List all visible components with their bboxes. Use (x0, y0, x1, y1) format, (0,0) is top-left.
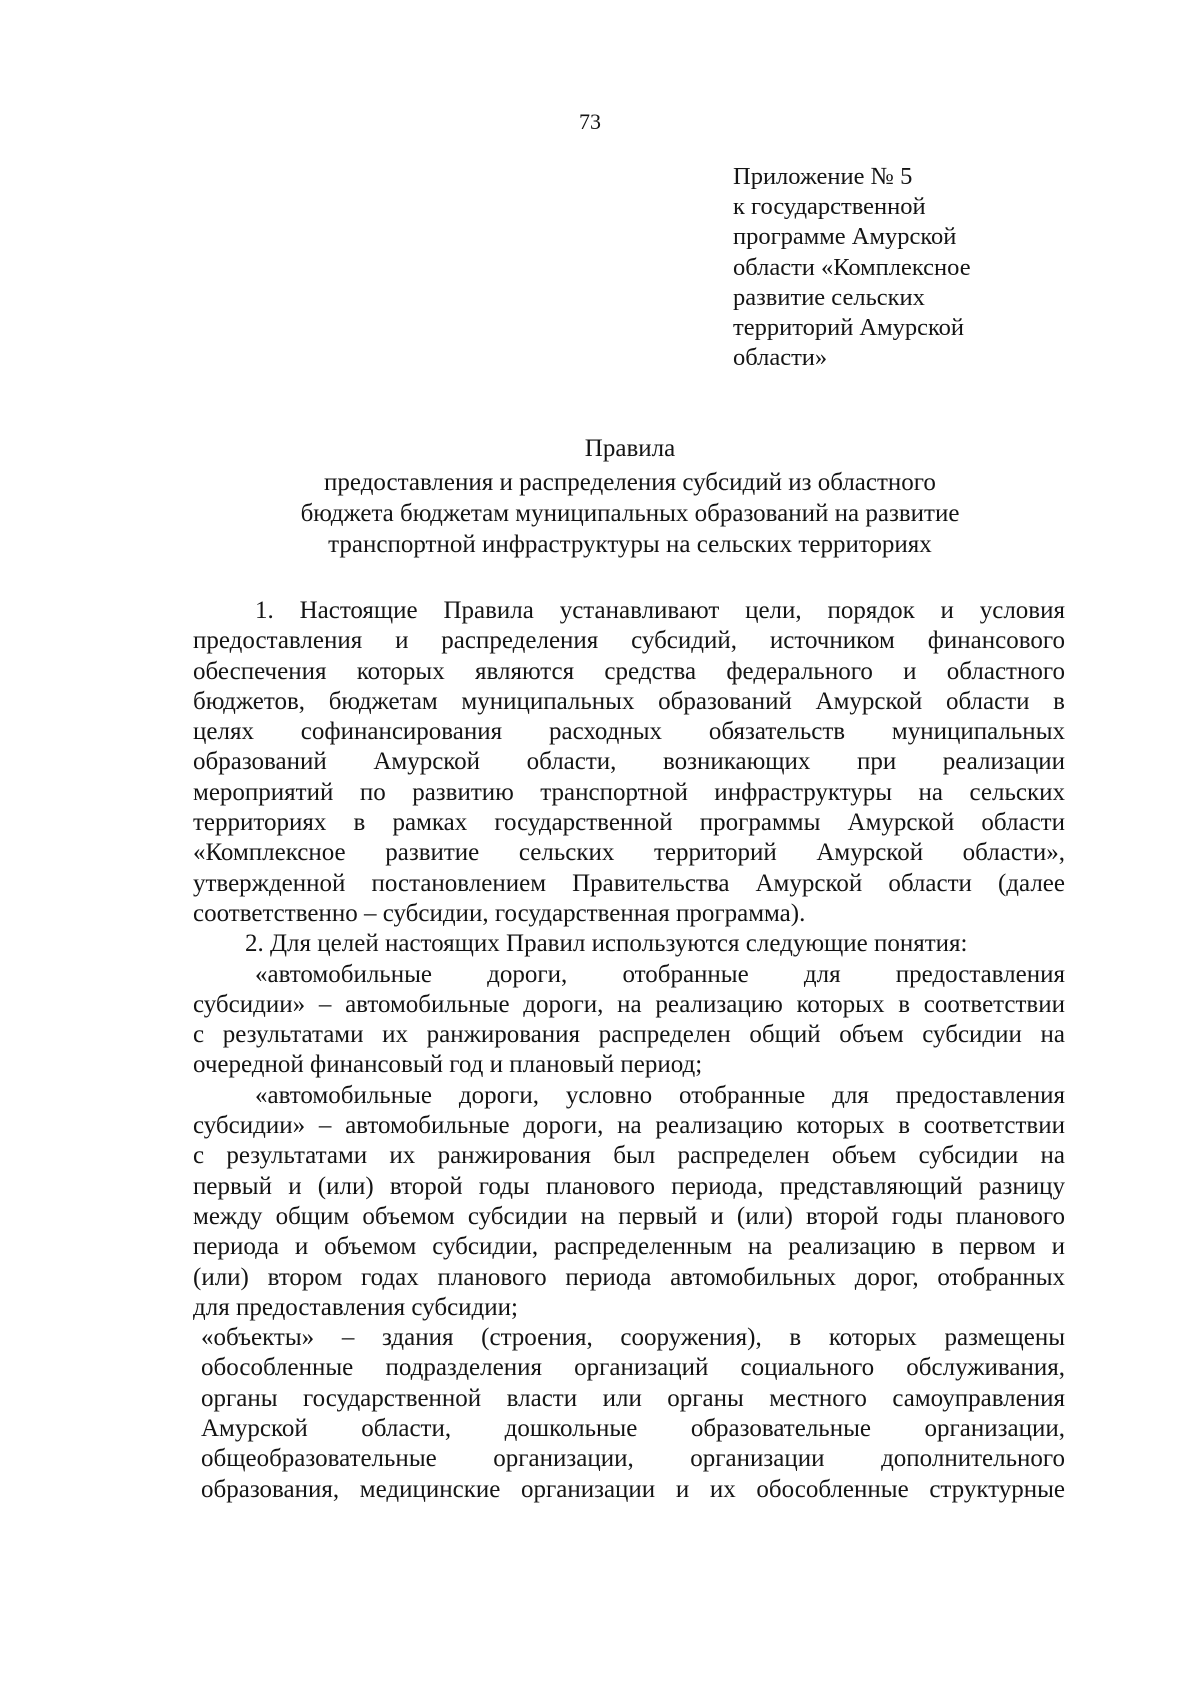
paragraph-line: периода и объемом субсидии, распределенным на реализацию в первом и (193, 1233, 1065, 1261)
appendix-line: области «Комплексное (733, 253, 971, 281)
paragraph-line: утвержденной постановлением Правительства Амурской области (далее (193, 869, 1065, 897)
paragraph-line: «объекты» – здания (строения, сооружения), в которых размещены (201, 1324, 1065, 1352)
appendix-line: к государственной (733, 193, 926, 221)
paragraph-line: мероприятий по развитию транспортной инфраструктуры на сельских (193, 778, 1065, 806)
paragraph-line: бюджетов, бюджетам муниципальных образований Амурской области в (193, 687, 1065, 715)
appendix-note (733, 162, 1063, 373)
paragraph-line: территориях в рамках государственной программы Амурской области (193, 809, 1065, 837)
appendix-line: территорий Амурской (733, 314, 965, 342)
title-subtitle-line: транспортной инфраструктуры на сельских территориях (328, 531, 932, 558)
paragraph-line: обеспечения которых являются средства федерального и областного (193, 657, 1065, 685)
paragraph-line: образования, медицинские организации и их обособленные структурные (201, 1475, 1065, 1503)
body-text (193, 596, 1065, 1505)
appendix-line: области» (733, 344, 828, 372)
paragraph-line: субсидии» – автомобильные дороги, на реализацию которых в соответствии (193, 1112, 1065, 1140)
paragraph-line: «автомобильные дороги, отобранные для предоставления (255, 960, 1065, 988)
paragraph-line: для предоставления субсидии; (193, 1293, 518, 1321)
paragraph-line: с результатами их ранжирования распределен общий объем субсидии на (193, 1021, 1065, 1049)
paragraph-line: (или) втором годах планового периода автомобильных дорог, отобранных (193, 1263, 1065, 1291)
appendix-line: Приложение № 5 (733, 163, 913, 190)
paragraph-line: целях софинансирования расходных обязательств муниципальных (193, 718, 1065, 746)
paragraph-line: очередной финансовый год и плановый период; (193, 1051, 703, 1079)
title-heading: Правила (584, 435, 676, 462)
title-subtitle-line: предоставления и распределения субсидий из областного (324, 469, 936, 496)
appendix-line: развитие сельских (733, 283, 925, 311)
title-subtitle-line: бюджета бюджетам муниципальных образований на развитие (300, 500, 960, 527)
paragraph-line: 1. Настоящие Правила устанавливают цели, порядок и условия (255, 597, 1065, 624)
paragraph-line: Амурской области, дошкольные образовательные организации, (201, 1415, 1065, 1443)
paragraph-line: субсидии» – автомобильные дороги, на реализацию которых в соответствии (193, 990, 1065, 1018)
paragraph-line: между общим объемом субсидии на первый и (или) второй годы планового (193, 1202, 1065, 1230)
paragraph-line: «Комплексное развитие сельских территорий Амурской области», (193, 839, 1065, 867)
paragraph-line: «автомобильные дороги, условно отобранные для предоставления (255, 1081, 1065, 1109)
paragraph-line: предоставления и распределения субсидий, источником финансового (193, 627, 1065, 655)
page-number: 73 (579, 109, 601, 134)
paragraph-line: 2. Для целей настоящих Правил используются следующие понятия: (245, 930, 968, 958)
paragraph-line: общеобразовательные организации, организации дополнительного (201, 1445, 1065, 1473)
paragraph-line: с результатами их ранжирования был распределен объем субсидии на (193, 1142, 1065, 1170)
paragraph-line: соответственно – субсидии, государственная программа). (193, 899, 806, 927)
paragraph-line: обособленные подразделения организаций социального обслуживания, (201, 1354, 1065, 1382)
document-title (220, 433, 1040, 560)
paragraph-line: образований Амурской области, возникающих при реализации (193, 748, 1065, 776)
paragraph-line: органы государственной власти или органы местного самоуправления (201, 1384, 1065, 1412)
appendix-line: программе Амурской (733, 223, 957, 251)
paragraph-line: первый и (или) второй годы планового периода, представляющий разницу (193, 1172, 1065, 1200)
